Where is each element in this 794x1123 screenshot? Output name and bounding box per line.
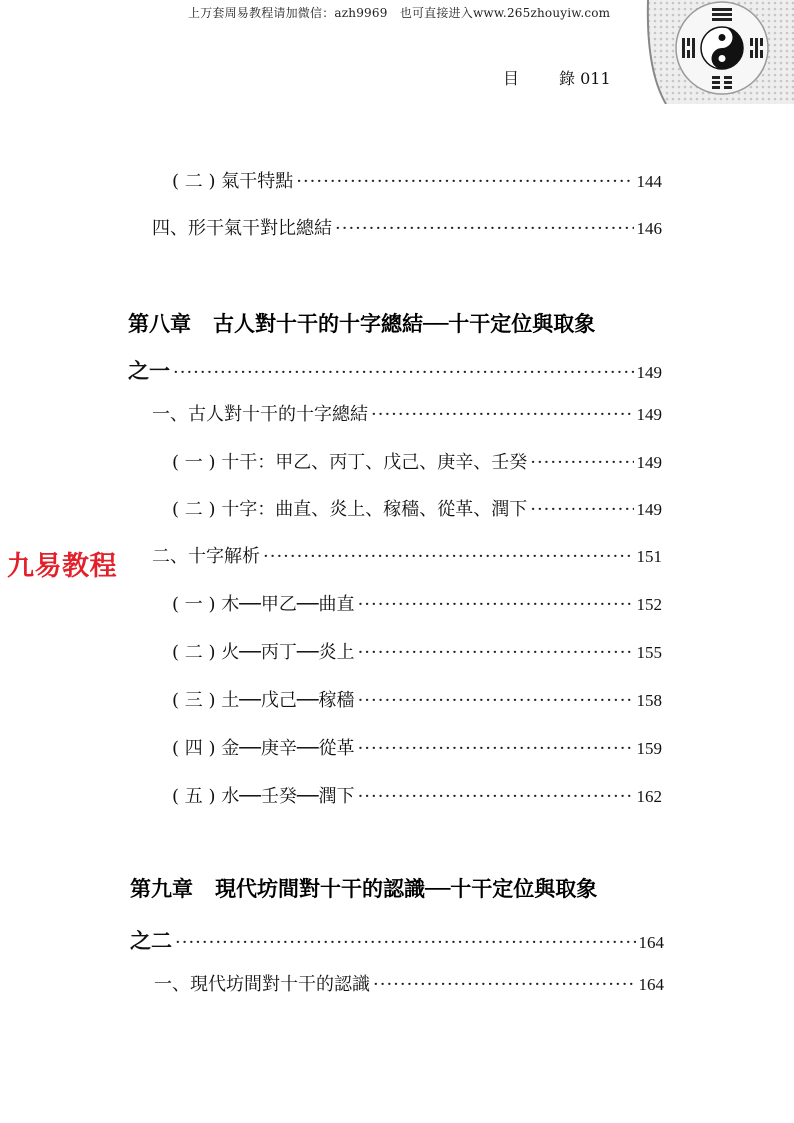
toc-entry-page: 162 bbox=[636, 787, 662, 806]
toc-entry bbox=[152, 400, 662, 426]
toc-entry-title: 二、十字解析 bbox=[152, 546, 260, 567]
dot-leader bbox=[358, 642, 634, 663]
toc-entry-page: 144 bbox=[636, 172, 662, 191]
dot-leader bbox=[530, 452, 633, 473]
toc-entry-title: ( 一 ) 木──甲乙──曲直 bbox=[172, 594, 355, 615]
toc-entry-page: 149 bbox=[636, 453, 662, 472]
toc-entry bbox=[172, 167, 662, 193]
toc-entry-page: 164 bbox=[638, 933, 664, 952]
chapter-number: 第八章 bbox=[128, 311, 191, 336]
toc-entry bbox=[152, 214, 662, 240]
toc-entry-page: 151 bbox=[636, 547, 662, 566]
toc-entry-title: ( 三 ) 土──戊己──稼穡 bbox=[172, 690, 355, 711]
toc-entry bbox=[172, 638, 662, 664]
dot-leader bbox=[358, 738, 634, 759]
toc-entry bbox=[172, 782, 662, 808]
dot-leader bbox=[296, 171, 633, 192]
dot-leader bbox=[530, 499, 633, 520]
toc-entry-title: 之二 bbox=[130, 928, 172, 953]
chapter-heading bbox=[130, 873, 597, 903]
dot-leader bbox=[358, 690, 634, 711]
toc-entry bbox=[154, 970, 664, 996]
bagua-icon bbox=[640, 0, 794, 104]
toc-entry-page: 149 bbox=[636, 405, 662, 424]
toc-entry bbox=[172, 734, 662, 760]
toc-entry bbox=[172, 686, 662, 712]
toc-entry-title: 四、形干氣干對比總結 bbox=[152, 218, 332, 239]
watermark-text: 上万套周易教程请加微信：azh9969 也可直接进入www.265zhouyiw.com bbox=[188, 6, 611, 20]
toc-entry bbox=[128, 355, 662, 385]
toc-entry bbox=[152, 542, 662, 568]
page-number: 011 bbox=[580, 69, 611, 88]
toc-entry-page: 159 bbox=[636, 739, 662, 758]
toc-entry-page: 158 bbox=[636, 691, 662, 710]
toc-entry-page: 152 bbox=[636, 595, 662, 614]
running-head bbox=[503, 66, 611, 89]
chapter-title: 古人對十干的十字總結──十干定位與取象 bbox=[213, 311, 596, 336]
dot-leader bbox=[358, 786, 634, 807]
toc-entry bbox=[172, 495, 662, 521]
bagua-emblem bbox=[640, 0, 794, 104]
toc-entry-title: ( 二 ) 火──丙丁──炎上 bbox=[172, 642, 355, 663]
toc-entry-page: 146 bbox=[636, 219, 662, 238]
dot-leader bbox=[371, 404, 634, 425]
dot-leader bbox=[373, 974, 636, 995]
chapter-number: 第九章 bbox=[130, 876, 193, 901]
dot-leader bbox=[173, 362, 634, 383]
toc-entry-title: ( 四 ) 金──庚辛──從革 bbox=[172, 738, 355, 759]
toc-entry bbox=[172, 590, 662, 616]
toc-entry-page: 164 bbox=[638, 975, 664, 994]
toc-entry-page: 149 bbox=[636, 500, 662, 519]
toc-entry-title: ( 一 ) 十干：甲乙、丙丁、戊己、庚辛、壬癸 bbox=[172, 452, 528, 473]
toc-entry-title: 一、現代坊間對十干的認識 bbox=[154, 974, 370, 995]
running-head-label-1: 目 bbox=[503, 69, 520, 88]
running-head-label-2: 錄 bbox=[559, 69, 576, 88]
toc-entry bbox=[172, 448, 662, 474]
chapter-heading bbox=[128, 308, 595, 338]
red-watermark-stamp: 九易教程 bbox=[7, 551, 117, 582]
dot-leader bbox=[263, 546, 634, 567]
toc-entry-title: 一、古人對十干的十字總結 bbox=[152, 404, 368, 425]
toc-entry-title: ( 二 ) 十字：曲直、炎上、稼穡、從革、潤下 bbox=[172, 499, 528, 520]
chapter-title: 現代坊間對十干的認識──十干定位與取象 bbox=[215, 876, 598, 901]
toc-entry-title: ( 五 ) 水──壬癸──潤下 bbox=[172, 786, 355, 807]
toc-entry bbox=[130, 925, 664, 955]
dot-leader bbox=[335, 218, 634, 239]
toc-entry-title: ( 二 ) 氣干特點 bbox=[172, 171, 294, 192]
toc-entry-title: 之一 bbox=[128, 358, 170, 383]
dot-leader bbox=[358, 594, 634, 615]
dot-leader bbox=[175, 932, 636, 953]
toc-entry-page: 149 bbox=[636, 363, 662, 382]
toc-entry-page: 155 bbox=[636, 643, 662, 662]
